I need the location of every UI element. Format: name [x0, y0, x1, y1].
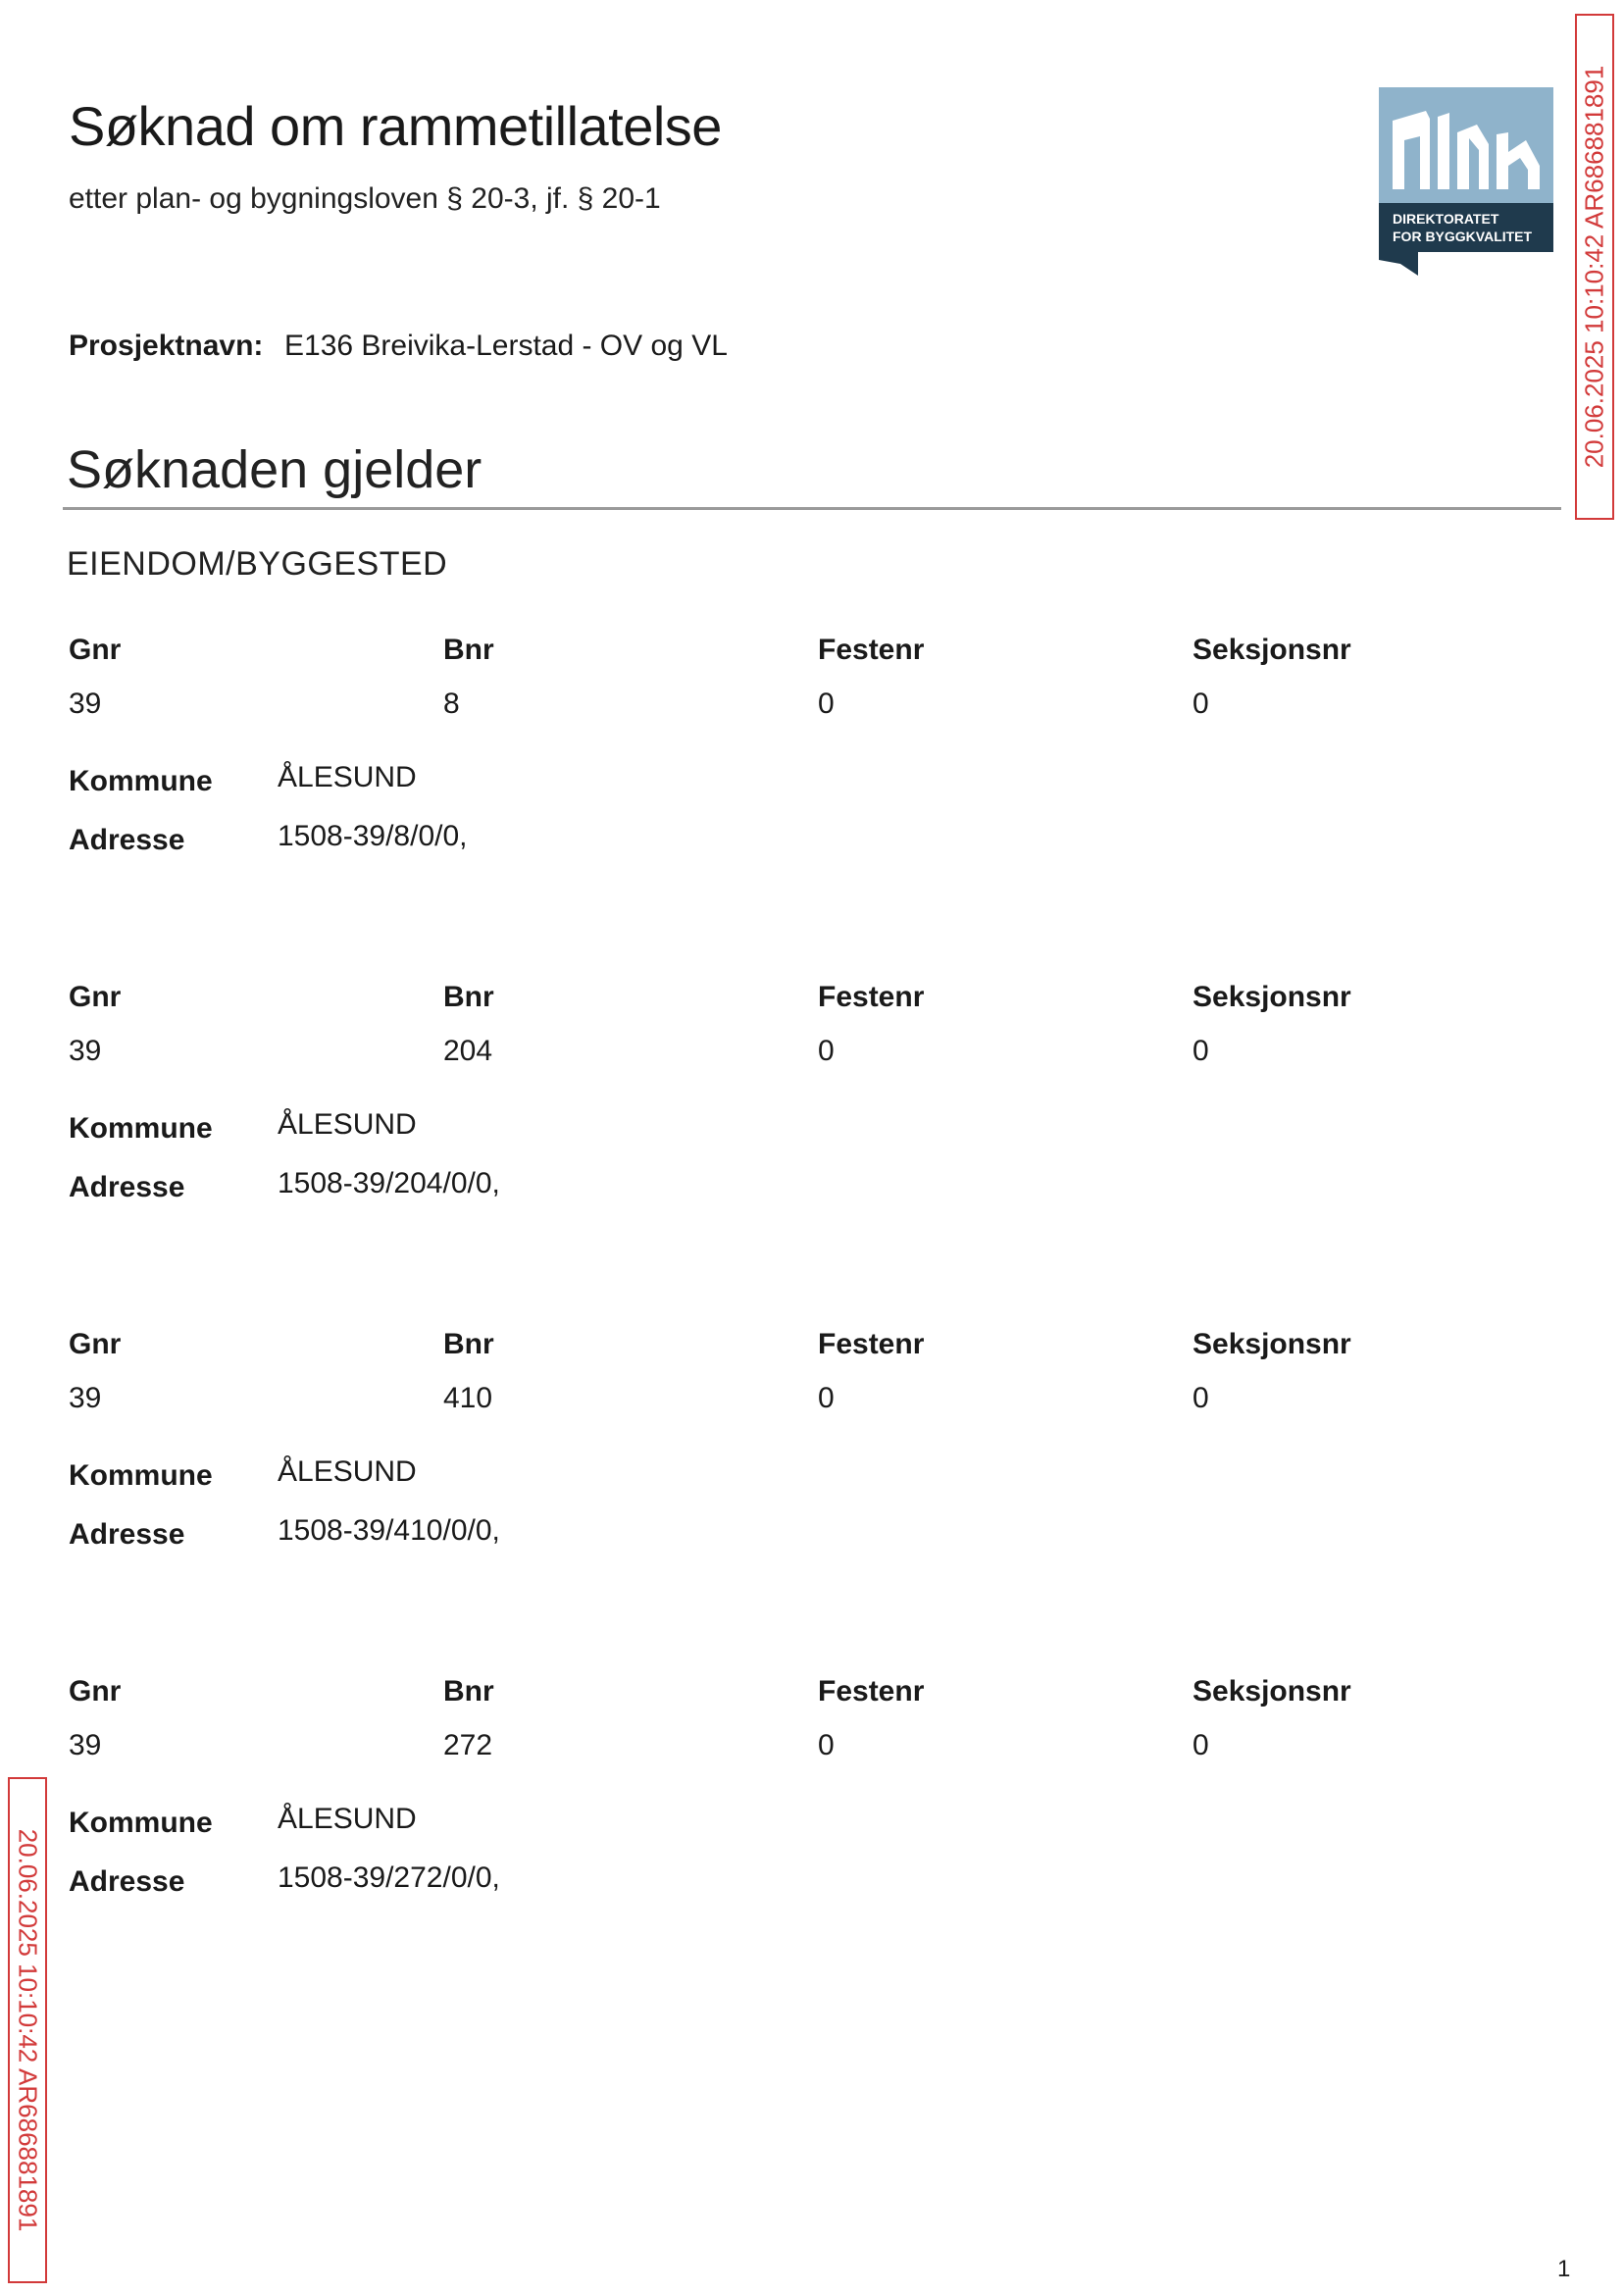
project-name-value: E136 Breivika-Lerstad - OV og VL	[284, 330, 728, 362]
seksjonsnr-value: 0	[1193, 1382, 1209, 1414]
seksjonsnr-label: Seksjonsnr	[1193, 981, 1351, 1013]
adresse-value: 1508-39/410/0/0,	[278, 1514, 500, 1547]
adresse-value: 1508-39/272/0/0,	[278, 1861, 500, 1894]
bnr-label: Bnr	[443, 1675, 494, 1708]
seksjonsnr-value: 0	[1193, 688, 1209, 720]
document-title: Søknad om rammetillatelse	[69, 95, 722, 157]
bnr-value: 204	[443, 1035, 493, 1067]
archive-stamp-text: 20.06.2025 10:10:42 AR686881891	[1579, 65, 1609, 469]
seksjonsnr-label: Seksjonsnr	[1193, 1675, 1351, 1708]
gnr-value: 39	[69, 688, 102, 720]
property-block	[69, 1675, 1520, 1940]
festenr-value: 0	[818, 1729, 835, 1761]
kommune-value: ÅLESUND	[278, 1803, 417, 1835]
gnr-value: 39	[69, 1382, 102, 1414]
section-subheading: EIENDOM/BYGGESTED	[67, 545, 448, 583]
project-name-label: Prosjektnavn:	[69, 330, 264, 362]
adresse-label: Adresse	[69, 824, 185, 856]
kommune-label: Kommune	[69, 1459, 213, 1492]
gnr-label: Gnr	[69, 1675, 122, 1708]
property-block	[69, 981, 1520, 1246]
gnr-label: Gnr	[69, 1328, 122, 1360]
bnr-value: 272	[443, 1729, 493, 1761]
archive-stamp-right	[1575, 14, 1614, 520]
seksjonsnr-label: Seksjonsnr	[1193, 1328, 1351, 1360]
festenr-label: Festenr	[818, 634, 925, 666]
festenr-label: Festenr	[818, 1328, 925, 1360]
festenr-value: 0	[818, 1035, 835, 1067]
seksjonsnr-value: 0	[1193, 1035, 1209, 1067]
adresse-value: 1508-39/8/0/0,	[278, 820, 468, 852]
document-subtitle: etter plan- og bygningsloven § 20-3, jf. § 20-1	[69, 182, 661, 215]
festenr-label: Festenr	[818, 981, 925, 1013]
gnr-value: 39	[69, 1729, 102, 1761]
logo-text-line2: FOR BYGGKVALITET	[1393, 229, 1533, 244]
kommune-value: ÅLESUND	[278, 1108, 417, 1141]
archive-stamp-left	[8, 1777, 47, 2283]
section-title: Søknaden gjelder	[67, 440, 482, 499]
kommune-label: Kommune	[69, 765, 213, 797]
seksjonsnr-value: 0	[1193, 1729, 1209, 1761]
archive-stamp-text: 20.06.2025 10:10:42 AR686881891	[13, 1828, 43, 2232]
festenr-label: Festenr	[818, 1675, 925, 1708]
bnr-label: Bnr	[443, 634, 494, 666]
kommune-label: Kommune	[69, 1112, 213, 1145]
adresse-value: 1508-39/204/0/0,	[278, 1167, 500, 1199]
bnr-value: 410	[443, 1382, 493, 1414]
adresse-label: Adresse	[69, 1171, 185, 1203]
kommune-label: Kommune	[69, 1807, 213, 1839]
bnr-label: Bnr	[443, 1328, 494, 1360]
adresse-label: Adresse	[69, 1518, 185, 1551]
property-block	[69, 1328, 1520, 1593]
dibk-logo	[1379, 87, 1553, 276]
logo-text-line1: DIREKTORATET	[1393, 211, 1499, 227]
property-block	[69, 634, 1520, 898]
festenr-value: 0	[818, 688, 835, 720]
seksjonsnr-label: Seksjonsnr	[1193, 634, 1351, 666]
project-name-row	[69, 330, 728, 363]
gnr-label: Gnr	[69, 981, 122, 1013]
page-number: 1	[1557, 2256, 1571, 2282]
festenr-value: 0	[818, 1382, 835, 1414]
gnr-value: 39	[69, 1035, 102, 1067]
kommune-value: ÅLESUND	[278, 1455, 417, 1488]
kommune-value: ÅLESUND	[278, 761, 417, 793]
section-divider	[63, 507, 1561, 510]
bnr-value: 8	[443, 688, 460, 720]
adresse-label: Adresse	[69, 1865, 185, 1898]
bnr-label: Bnr	[443, 981, 494, 1013]
gnr-label: Gnr	[69, 634, 122, 666]
